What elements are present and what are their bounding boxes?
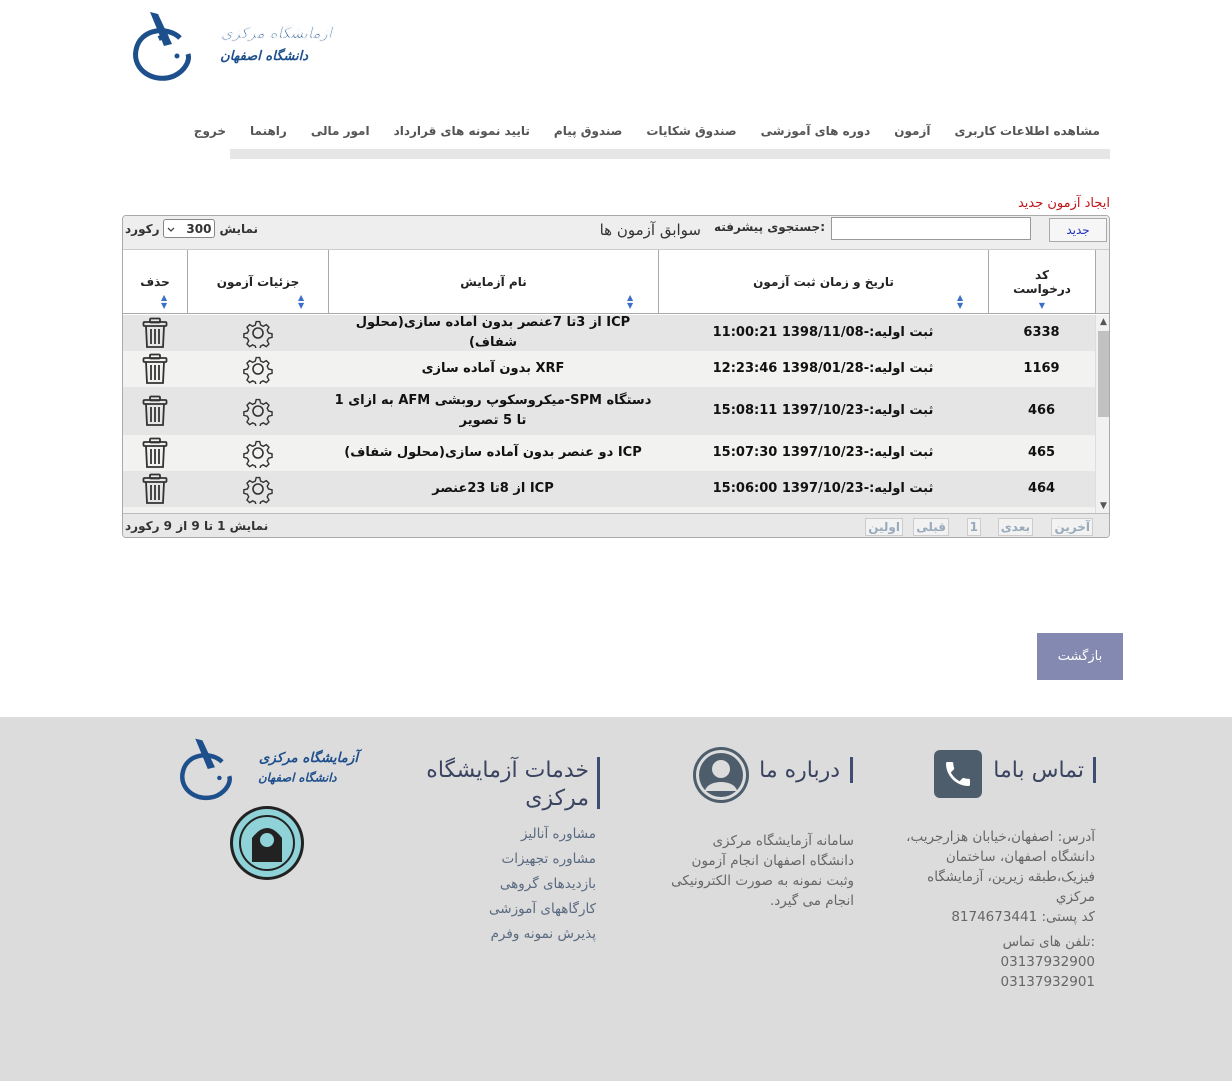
contact-phones-label: :تلفن های تماس	[1002, 934, 1095, 950]
sort-desc-icon: ▼	[1038, 301, 1046, 310]
pager-page[interactable]: 1	[967, 518, 981, 536]
column-header-name[interactable]	[328, 250, 658, 314]
advanced-search-input[interactable]	[831, 217, 1031, 240]
gear-icon[interactable]	[243, 354, 273, 384]
advanced-search-label: :جستجوی پیشرفته	[713, 220, 825, 234]
column-header-delete[interactable]	[123, 250, 187, 314]
cell-code: 6338	[1023, 325, 1060, 340]
cell-name: XRF بدون آماده سازی	[421, 361, 565, 376]
nav-logout[interactable]: خروج	[193, 124, 227, 138]
university-seal-icon	[228, 804, 306, 882]
nav-help[interactable]: راهنما	[250, 124, 287, 138]
cell-name: ICP از 3تا 7عنصر بدون آماده سازی(محلول شفاف)	[355, 315, 631, 350]
lab-logo-icon	[128, 8, 338, 84]
column-header-date[interactable]	[658, 250, 988, 314]
scroll-thumb[interactable]	[1098, 331, 1109, 417]
gear-icon[interactable]	[243, 318, 273, 348]
logo-text-line1: آزمایشگاه مرکزی	[221, 24, 332, 42]
gear-icon[interactable]	[243, 438, 273, 468]
site-logo[interactable]	[128, 8, 338, 84]
scroll-up-icon[interactable]: ▲	[1100, 317, 1107, 327]
nav-finance[interactable]: امور مالی	[310, 124, 370, 138]
trash-icon[interactable]	[142, 473, 168, 505]
cell-date: ثبت اولیه:-1397/10/23 15:06:00	[712, 481, 934, 496]
cell-delete	[123, 435, 187, 471]
column-date-label: تاریخ و زمان ثبت آزمون	[753, 275, 894, 289]
page-size-select[interactable]	[163, 219, 215, 238]
sort-icon: ▲ ▼	[298, 293, 305, 310]
cell-date: ثبت اولیه:-1397/10/23 15:07:30	[712, 445, 934, 460]
pager-next[interactable]: بعدی	[998, 518, 1033, 536]
footer-logo-text-line2: دانشگاه اصفهان	[258, 770, 337, 785]
trash-icon[interactable]	[142, 353, 168, 385]
column-name-label: نام آزمایش	[460, 275, 527, 289]
sort-icon: ▲ ▼	[161, 293, 168, 310]
scroll-down-icon[interactable]: ▼	[1100, 501, 1107, 511]
page-size-suffix: رکورد	[125, 221, 160, 236]
footer-lab-logo[interactable]	[172, 735, 367, 803]
column-header-details[interactable]	[187, 250, 328, 314]
cell-code: 1169	[1023, 361, 1060, 376]
cell-details	[187, 387, 328, 435]
trash-icon[interactable]	[142, 437, 168, 469]
grid-toolbar	[123, 216, 1109, 250]
contact-postal: کد پستی: 8174673441	[951, 909, 1095, 925]
table-row[interactable]	[123, 315, 1095, 351]
column-code-label: کد درخواست	[1013, 268, 1071, 296]
logo-text-line2: دانشگاه اصفهان	[220, 49, 308, 64]
contact-address: آدرس: اصفهان،خیابان هزارجریب، دانشگاه اصفهان، ساختمان فیزیک،طبقه زیرین، آزمایشگاه مرکزي	[906, 829, 1095, 905]
cell-code: 465	[1027, 445, 1056, 460]
main-nav	[193, 116, 1110, 146]
chevron-down-icon	[167, 222, 175, 236]
gear-icon[interactable]	[243, 474, 273, 504]
cell-details	[187, 471, 328, 507]
pager-last[interactable]: آخرین	[1051, 518, 1093, 536]
cell-delete	[123, 351, 187, 387]
pager-prev[interactable]: قبلی	[913, 518, 949, 536]
nav-divider	[230, 149, 1110, 159]
footer-logo-text-line1: آزمایشگاه مرکزی	[258, 750, 359, 766]
grid-header	[123, 250, 1095, 314]
cell-date: ثبت اولیه:-1398/01/28 12:23:46	[712, 361, 934, 376]
cell-code: 464	[1027, 481, 1056, 496]
cell-name: ICP دو عنصر بدون آماده سازی(محلول شفاف)	[344, 445, 642, 460]
sort-icon: ▲ ▼	[627, 293, 634, 310]
about-title: درباره ما	[759, 758, 840, 783]
phone-icon	[934, 750, 982, 798]
service-link-analysis[interactable]: مشاوره آنالیز	[520, 826, 596, 842]
service-link-group-visits[interactable]: بازدیدهای گروهی	[499, 876, 596, 892]
trash-icon[interactable]	[142, 317, 168, 349]
cell-details	[187, 435, 328, 471]
cell-date: ثبت اولیه:-1397/10/23 15:08:11	[712, 403, 934, 418]
header-scroll-pad	[1095, 250, 1110, 314]
cell-delete	[123, 315, 187, 351]
footer	[0, 717, 1232, 1081]
column-header-code[interactable]	[988, 250, 1095, 314]
contact-phone-2: 03137932901	[1000, 974, 1095, 990]
table-row[interactable]	[123, 471, 1095, 507]
cell-delete	[123, 387, 187, 435]
contact-phone-1: 03137932900	[1000, 954, 1095, 970]
contact-title-bar	[1093, 757, 1096, 783]
services-title-bar	[597, 757, 600, 809]
cell-details	[187, 351, 328, 387]
cell-date: ثبت اولیه:-1398/11/08 11:00:21	[712, 325, 934, 340]
service-link-equipment[interactable]: مشاوره تجهیزات	[501, 851, 596, 867]
trash-icon[interactable]	[142, 395, 168, 427]
nav-user-info[interactable]: مشاهده اطلاعات کاربری	[954, 124, 1100, 138]
new-search-button[interactable]: جدید	[1049, 218, 1107, 242]
lab-logo-icon	[172, 735, 367, 803]
cell-name: ICP از 8تا 23عنصر	[432, 481, 554, 496]
pager-first[interactable]: اولین	[865, 518, 903, 536]
tests-grid	[122, 215, 1110, 538]
grid-scrollbar[interactable]	[1095, 315, 1110, 513]
nav-messages[interactable]: صندوق پیام	[553, 124, 623, 138]
page-size-control	[125, 219, 258, 238]
pager-info: نمایش 1 تا 9 از 9 رکورد	[125, 519, 269, 533]
page-size-value: 300	[186, 221, 212, 236]
services-title: خدمات آزمایشگاه مرکزی	[426, 758, 589, 811]
table-row[interactable]	[123, 351, 1095, 387]
service-link-workshops[interactable]: کارگاههای آموزشی	[489, 901, 596, 917]
contact-title: تماس باما	[993, 758, 1084, 783]
nav-courses[interactable]: دوره های آموزشی	[760, 124, 871, 138]
user-icon	[693, 747, 749, 803]
grid-pager	[123, 513, 1109, 538]
table-row[interactable]	[123, 387, 1095, 435]
sort-icon: ▲ ▼	[957, 293, 964, 310]
grid-caption: سوابق آزمون ها	[599, 221, 701, 239]
column-delete-label: حذف	[140, 275, 170, 289]
cell-code: 466	[1027, 403, 1056, 418]
page-size-prefix: نمایش	[219, 221, 259, 236]
nav-test[interactable]: آزمون	[894, 124, 931, 138]
new-test-link[interactable]: ایجاد آزمون جدید	[1017, 196, 1110, 211]
nav-contract-samples[interactable]: تایید نمونه های قرارداد	[393, 124, 530, 138]
cell-details	[187, 315, 328, 351]
back-button[interactable]: بازگشت	[1037, 633, 1123, 680]
about-title-bar	[850, 757, 853, 783]
gear-icon[interactable]	[243, 396, 273, 426]
cell-name: دستگاه SPM-میکروسکوپ روبشی AFM به ازای 1 تا 5 تصویر	[334, 393, 652, 428]
column-details-label: جزئیات آزمون	[216, 275, 300, 289]
cell-delete	[123, 471, 187, 507]
about-text: سامانه آزمایشگاه مرکزی دانشگاه اصفهان انجام آزمون وثبت نمونه به صورت الکترونیکی انجام می گیرد.	[671, 833, 854, 909]
service-link-sample-forms[interactable]: پذیرش نمونه وفرم	[490, 926, 596, 942]
nav-complaints[interactable]: صندوق شکایات	[646, 124, 737, 138]
table-row[interactable]	[123, 435, 1095, 471]
grid-body	[123, 315, 1095, 513]
